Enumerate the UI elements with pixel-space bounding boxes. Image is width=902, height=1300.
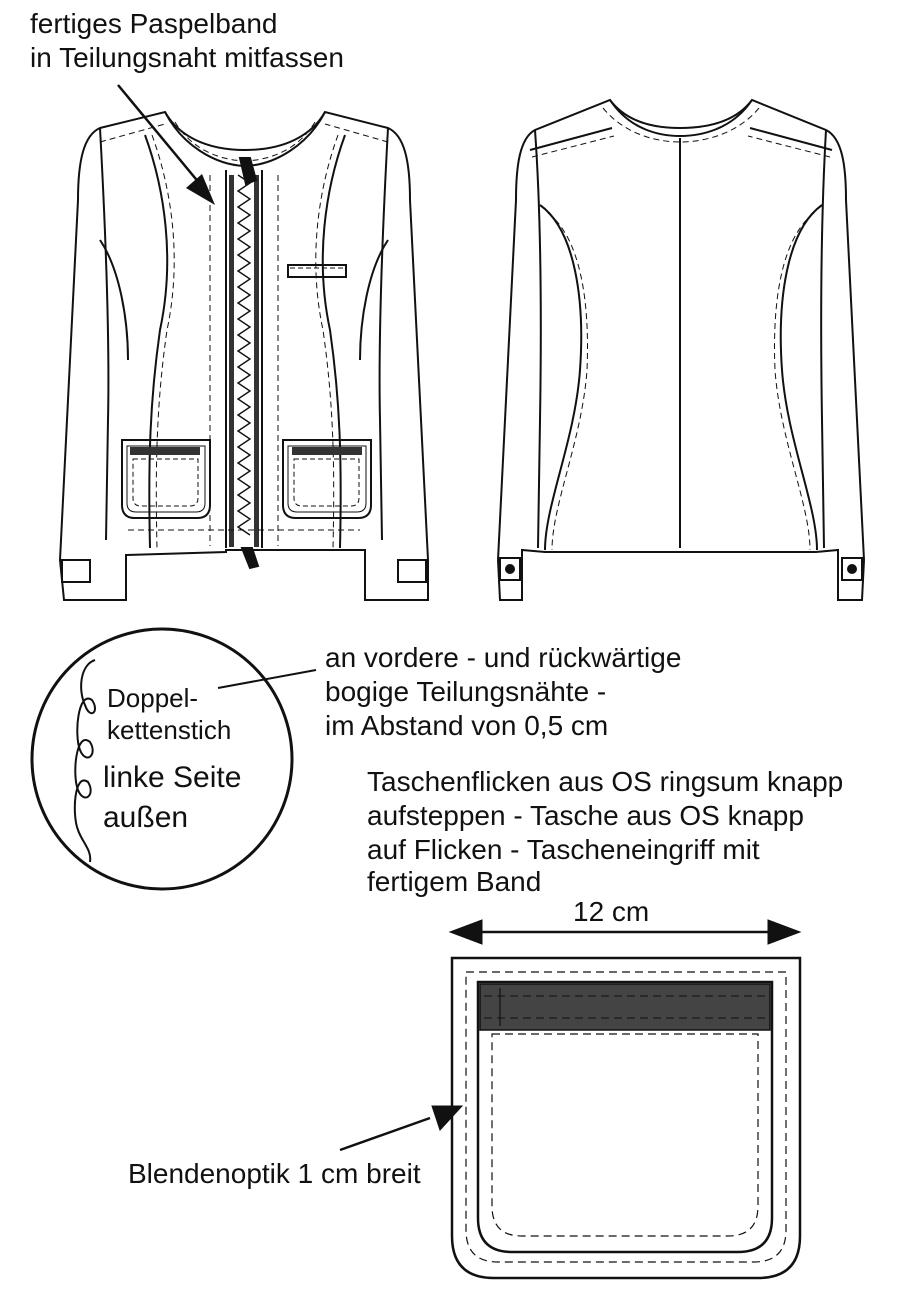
seam-note-line-1: an vordere - und rückwärtige: [325, 642, 682, 673]
pocket-note-line-2: aufsteppen - Tasche aus OS knapp: [367, 800, 804, 831]
stitch-label-line-3: linke Seite: [103, 761, 242, 794]
chain-stitch-icon: [75, 660, 95, 862]
welt-pocket: [288, 265, 346, 277]
pocket-band: [480, 984, 770, 1030]
facing-note: Blendenoptik 1 cm breit: [128, 1158, 421, 1189]
piping-note-line-2: in Teilungsnaht mitfassen: [30, 42, 344, 73]
pocket-note-line-3: auf Flicken - Tascheneingriff mit: [367, 834, 760, 865]
right-sleeve-inner: [380, 128, 388, 540]
jacket-front-view: [60, 112, 428, 600]
seam-note-line-3: im Abstand von 0,5 cm: [325, 710, 609, 741]
piping-note-line-1: fertiges Paspelband: [30, 8, 278, 39]
pocket-width-label: 12 cm: [573, 896, 650, 927]
zipper: [238, 175, 250, 535]
jacket-back-view: [498, 100, 864, 600]
stitch-detail-circle: [32, 629, 292, 889]
front-outline: [60, 112, 428, 600]
seam-note-line-2: bogige Teilungsnähte -: [325, 676, 607, 707]
stitch-label-line-2: kettenstich: [107, 715, 232, 745]
pocket-note-line-1: Taschenflicken aus OS ringsum knapp: [367, 766, 844, 797]
front-left-patch-pocket: [122, 440, 210, 518]
pocket-detail: [340, 920, 800, 1278]
seam-note-leader: [218, 670, 316, 688]
stitch-label-line-1: Doppel-: [107, 683, 199, 713]
front-right-patch-pocket: [283, 440, 371, 518]
left-sleeve-inner: [100, 128, 108, 540]
facing-arrow: [340, 1118, 430, 1150]
pocket-note-line-4: fertigem Band: [367, 866, 542, 897]
stitch-label-line-4: außen: [103, 801, 189, 834]
